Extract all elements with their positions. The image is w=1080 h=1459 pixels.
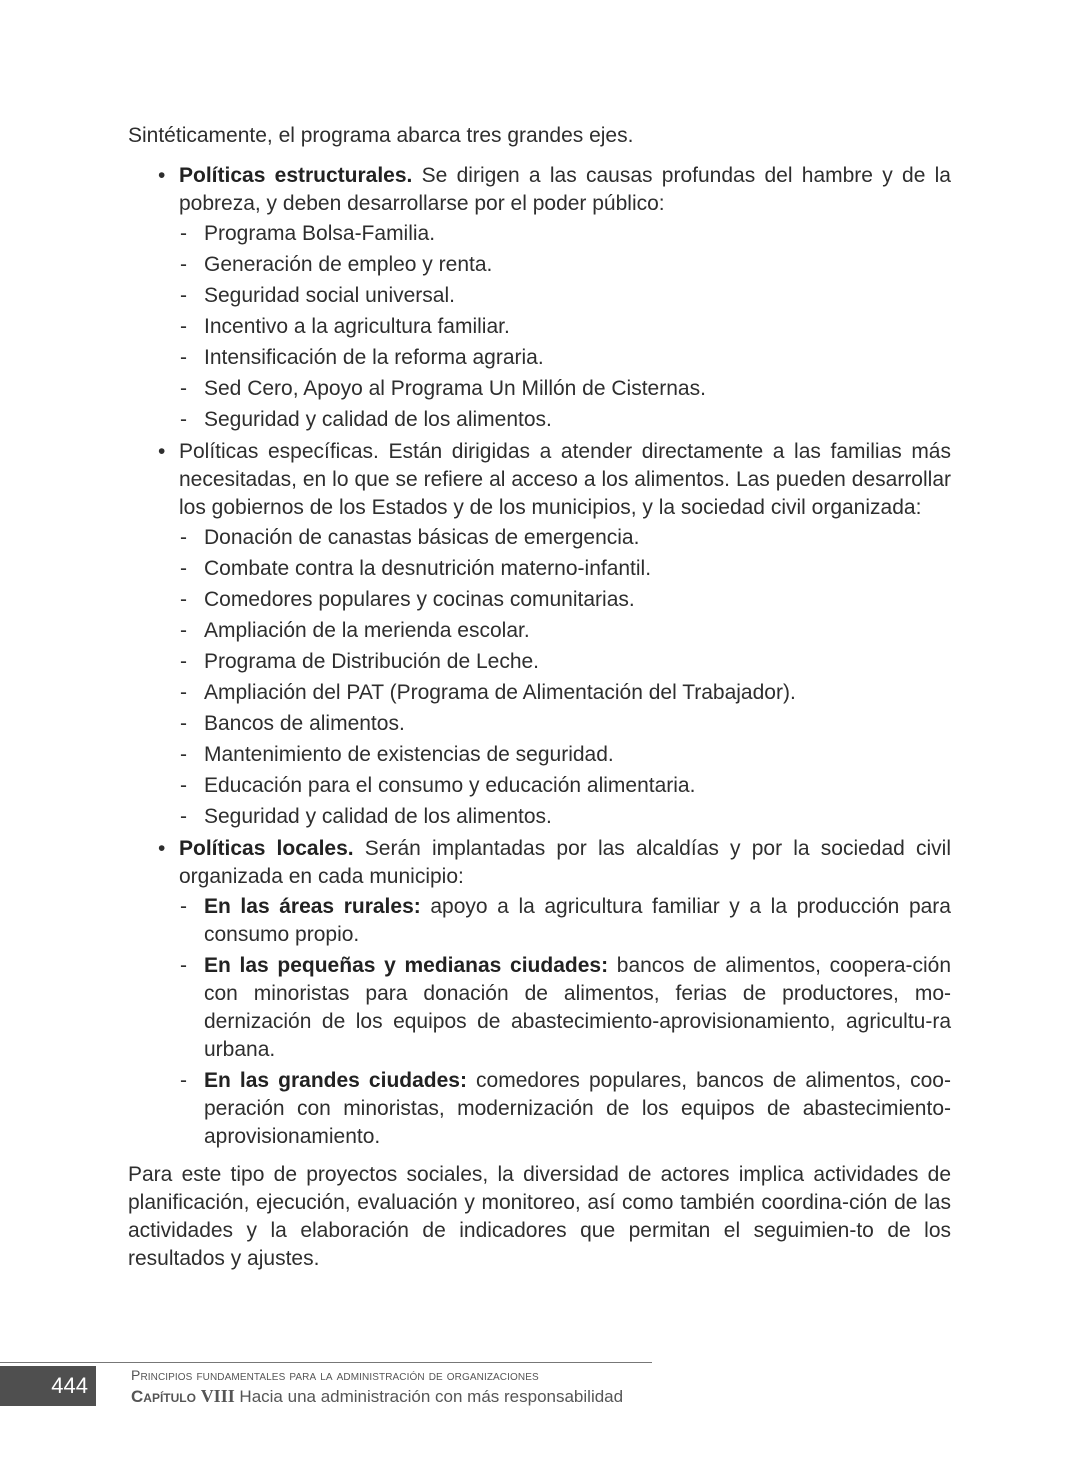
policy-items <box>179 220 951 434</box>
item-text: Incentivo a la agricultura familiar. <box>204 315 510 338</box>
chapter-label: Capítulo <box>131 1387 196 1406</box>
list-item <box>179 555 951 583</box>
item-text: Seguridad y calidad de los alimentos. <box>204 805 552 828</box>
footer-rule <box>0 1362 652 1363</box>
item-text: bancos de alimentos, coopera-ción con minoristas para donación de alimentos, ferias de productores, mo-dernización de los equipos de abastecimiento-aprovisionamiento, agricultu-ra urbana. <box>204 954 952 1061</box>
dash-icon: - <box>180 774 187 797</box>
list-item <box>179 617 951 645</box>
list-item <box>179 1067 951 1151</box>
intro-paragraph: Sintéticamente, el programa abarca tres grandes ejes. <box>128 124 634 147</box>
list-item <box>179 710 951 738</box>
item-text: comedores populares, bancos de alimentos, coo-peración con minoristas, modernización de los equipos de abastecimiento-aprovisionamiento. <box>204 1069 951 1148</box>
item-text: Intensificación de la reforma agraria. <box>204 346 544 369</box>
policy-title: Políticas estructurales. <box>179 164 413 187</box>
list-item <box>179 648 951 676</box>
list-item <box>179 679 951 707</box>
page-number: 444 <box>0 1366 96 1406</box>
list-item <box>179 282 951 310</box>
dash-icon: - <box>180 712 187 735</box>
dash-icon: - <box>180 805 187 828</box>
item-text: Seguridad y calidad de los alimentos. <box>204 408 552 431</box>
dash-icon: - <box>180 557 187 580</box>
item-text: Sed Cero, Apoyo al Programa Un Millón de Cisternas. <box>204 377 706 400</box>
item-text: Ampliación del PAT (Programa de Alimentación del Trabajador). <box>204 681 796 704</box>
dash-icon: - <box>180 650 187 673</box>
list-item <box>179 344 951 372</box>
item-title: En las pequeñas y medianas ciudades: <box>204 954 609 977</box>
dash-icon: - <box>180 408 187 431</box>
item-title: En las áreas rurales: <box>204 895 421 918</box>
list-item <box>179 524 951 552</box>
policy-description <box>179 162 951 218</box>
list-item <box>179 251 951 279</box>
book-title: Principios fundamentales para la administración de organizaciones <box>131 1367 539 1383</box>
item-text: Generación de empleo y renta. <box>204 253 493 276</box>
policy-title: Políticas locales. <box>179 837 354 860</box>
bullet-icon: • <box>158 440 166 463</box>
dash-icon: - <box>180 222 187 245</box>
item-text: Comedores populares y cocinas comunitarias. <box>204 588 635 611</box>
list-item <box>179 772 951 800</box>
item-text: Ampliación de la merienda escolar. <box>204 619 530 642</box>
dash-icon: - <box>180 743 187 766</box>
policy-text: Serán implantadas por las alcaldías y por la sociedad civil organizada en cada municipio: <box>179 837 951 888</box>
chapter-title: Hacia una administración con más responsabilidad <box>234 1387 624 1406</box>
item-text: Educación para el consumo y educación alimentaria. <box>204 774 696 797</box>
chapter-heading <box>131 1386 623 1407</box>
dash-icon: - <box>180 681 187 704</box>
item-text: Combate contra la desnutrición materno-infantil. <box>204 557 652 580</box>
list-item <box>179 406 951 434</box>
dash-icon: - <box>180 954 187 977</box>
item-text: Seguridad social universal. <box>204 284 455 307</box>
chapter-number: VIII <box>200 1386 235 1406</box>
list-item <box>179 220 951 248</box>
bullet-icon: • <box>158 837 166 860</box>
item-text: Programa de Distribución de Leche. <box>204 650 540 673</box>
closing-paragraph: Para este tipo de proyectos sociales, la diversidad de actores implica actividades de planificación, ejecución, evaluación y monitoreo, así como también coordina-ción de las actividades y la elaboración de indicadores que permitan el seguimien-to de los resultados y ajustes. <box>128 1163 951 1270</box>
policy-text: Se dirigen a las causas profundas del hambre y de la pobreza, y deben desarrollarse por el poder público: <box>179 164 951 215</box>
list-item <box>179 952 951 1064</box>
page-body <box>128 122 951 1273</box>
list-item <box>179 313 951 341</box>
policy-list <box>128 162 951 1151</box>
policy-description <box>179 438 951 522</box>
policy-title: Políticas específicas. <box>179 440 379 463</box>
item-text: Donación de canastas básicas de emergencia. <box>204 526 640 549</box>
list-item <box>179 893 951 949</box>
item-text: Programa Bolsa-Familia. <box>204 222 436 245</box>
dash-icon: - <box>180 284 187 307</box>
dash-icon: - <box>180 619 187 642</box>
list-item <box>179 741 951 769</box>
dash-icon: - <box>180 1069 187 1092</box>
policy-items <box>179 893 951 1151</box>
policy-description <box>179 835 951 891</box>
dash-icon: - <box>180 588 187 611</box>
bullet-icon: • <box>158 164 166 187</box>
dash-icon: - <box>180 346 187 369</box>
policy-section <box>128 835 951 1151</box>
policy-items <box>179 524 951 831</box>
policy-section <box>128 438 951 831</box>
list-item <box>179 375 951 403</box>
dash-icon: - <box>180 315 187 338</box>
dash-icon: - <box>180 253 187 276</box>
dash-icon: - <box>180 377 187 400</box>
item-text: Mantenimiento de existencias de seguridad. <box>204 743 614 766</box>
item-title: En las grandes ciudades: <box>204 1069 467 1092</box>
policy-section <box>128 162 951 434</box>
dash-icon: - <box>180 526 187 549</box>
policy-text: Están dirigidas a atender directamente a las familias más necesitadas, en lo que se refiere al acceso a los alimentos. Las pueden desarrollar los gobiernos de los Estados y de los municipios, y la sociedad civil organizada: <box>179 440 951 519</box>
list-item <box>179 586 951 614</box>
item-text: Bancos de alimentos. <box>204 712 405 735</box>
dash-icon: - <box>180 895 187 918</box>
list-item <box>179 803 951 831</box>
item-text: apoyo a la agricultura familiar y a la producción para consumo propio. <box>204 895 951 946</box>
